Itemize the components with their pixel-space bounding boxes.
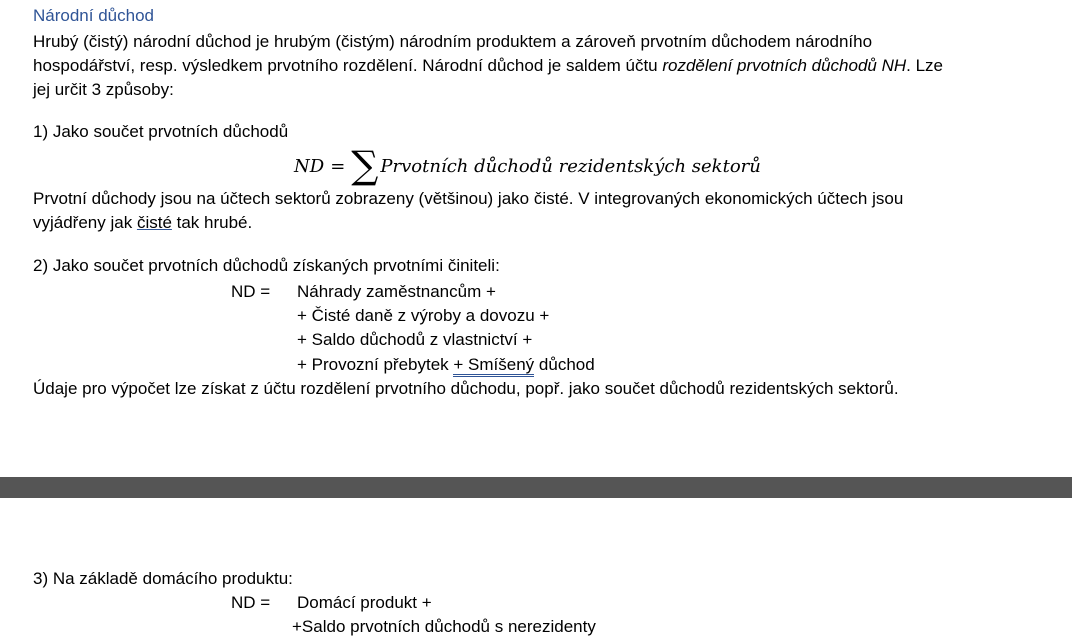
method-3-item: Domácí produkt + [297,593,432,612]
method-2-note: Údaje pro výpočet lze získat z účtu rozdělení prvotního důchodu, popř. jako součet důchodů rezidentských sektorů. [33,379,899,398]
method-3-nd-label: ND = [231,593,271,612]
method-1-title: 1) Jako součet prvotních důchodů [33,122,289,141]
last-item-text: + Provozní přebytek [297,355,454,374]
section-heading: Národní důchod [33,6,154,25]
method-2-item: Náhrady zaměstnancům + [297,282,496,301]
method-1-note-line-2 [33,212,252,234]
formula-rhs: Prvotních důchodů rezidentských sektorů [380,156,761,177]
formula-equals: = [330,156,346,177]
proofing-mark-ciste[interactable]: čisté [136,213,172,232]
method-2-item: + Čisté daně z výroby a dovozu + [297,306,550,325]
sigma-symbol: ∑ [351,143,379,187]
intro-line-2-end: . Lze [906,56,944,75]
method-2-item: + Saldo důchodů z vlastnictví + [297,330,533,349]
last-item-end: důchod [534,355,595,374]
intro-emphasis: rozdělení prvotních důchodů NH [662,56,907,75]
intro-line-2-text: hospodářství, resp. výsledkem prvotního rozdělení. Národní důchod je saldem účtu [33,56,663,75]
method-2-item-last [297,354,595,376]
note-line-2-text: vyjádřeny jak [33,213,137,232]
method-3-title: 3) Na základě domácího produktu: [33,569,293,588]
intro-line-3: jej určit 3 způsoby: [33,80,174,99]
method-1-note-line-1: Prvotní důchody jsou na účtech sektorů zobrazeny (většinou) jako čisté. V integrovaných ekonomických účtech jsou [33,189,904,208]
method-2-title: 2) Jako součet prvotních důchodů získaných prvotními činiteli: [33,256,500,275]
intro-line-1: Hrubý (čistý) národní důchod je hrubým (čistým) národním produktem a zároveň prvotním důchodem národního [33,32,873,51]
page-break-divider [0,477,1072,498]
sum-formula [294,145,761,187]
method-2-nd-label: ND = [231,282,271,301]
method-3-item: +Saldo prvotních důchodů s nerezidenty [292,617,596,636]
note-line-2-end: tak hrubé. [171,213,253,232]
intro-line-2 [33,55,943,77]
proofing-mark-smiseny[interactable]: + Smíšený [453,355,534,377]
formula-lhs: ND [294,156,325,177]
